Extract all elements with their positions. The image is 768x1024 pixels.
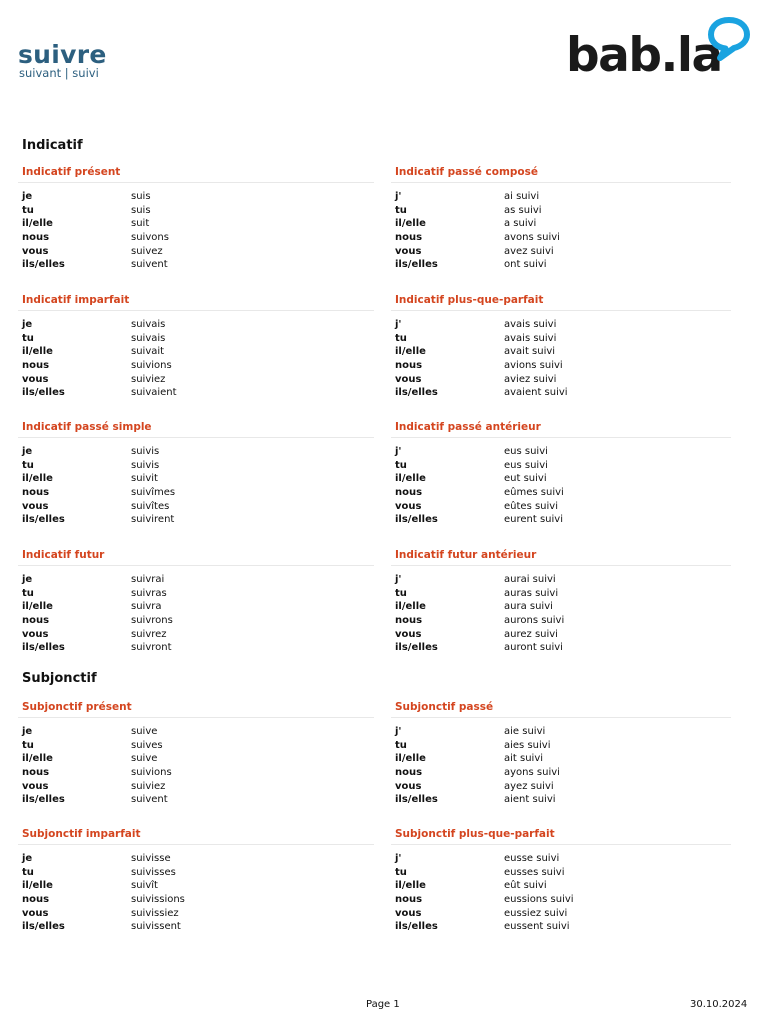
pronoun: j'	[395, 446, 402, 457]
tense-title: Subjonctif imparfait	[18, 827, 374, 845]
verb-form: ayez suivi	[504, 780, 554, 792]
conjugation-row	[395, 217, 731, 231]
pronoun: ils/elles	[22, 514, 65, 526]
pronoun: j'	[395, 853, 402, 864]
pronoun: vous	[22, 500, 49, 512]
conjugation-row	[22, 472, 374, 486]
pronoun: je	[22, 319, 33, 330]
conjugation-row	[22, 513, 374, 527]
pronoun: ils/elles	[395, 921, 438, 933]
conjugation-row	[22, 486, 374, 500]
pronoun: nous	[22, 894, 50, 906]
conjugation-row	[22, 318, 374, 332]
verb-forms: suivant | suivi	[19, 66, 99, 80]
pronoun: vous	[395, 780, 422, 792]
verb-form: eurent suivi	[504, 514, 563, 526]
pronoun: vous	[22, 780, 49, 792]
conjugation-row	[22, 332, 374, 346]
verb-form: suivrons	[131, 615, 173, 627]
pronoun: nous	[395, 767, 423, 779]
conjugation-row	[395, 587, 731, 601]
pronoun: ils/elles	[22, 259, 65, 271]
verb-form: suivissions	[131, 894, 185, 906]
pronoun: il/elle	[22, 601, 53, 613]
pronoun: il/elle	[395, 218, 426, 230]
conjugation-row	[22, 739, 374, 753]
verb-form: ont suivi	[504, 259, 547, 271]
verb-form: suivîtes	[131, 500, 170, 512]
tense-block	[22, 827, 374, 934]
pronoun: ils/elles	[22, 387, 65, 399]
verb-form: aviez suivi	[504, 373, 557, 385]
pronoun: ils/elles	[22, 921, 65, 933]
pronoun: tu	[395, 587, 407, 599]
conjugation-row	[395, 739, 731, 753]
conjugation-row	[22, 866, 374, 880]
verb-form: aie suivi	[504, 726, 546, 737]
conjugation-row	[22, 459, 374, 473]
pronoun: nous	[22, 615, 50, 627]
verb-form: eusses suivi	[504, 866, 565, 878]
conjugation-row	[395, 332, 731, 346]
verb-form: suivissiez	[131, 907, 179, 919]
verb-form: ai suivi	[504, 191, 540, 202]
conjugation-row	[395, 190, 731, 204]
verb-form: suiviez	[131, 780, 166, 792]
verb-form: eussions suivi	[504, 894, 574, 906]
pronoun: il/elle	[395, 601, 426, 613]
pronoun: tu	[22, 332, 34, 344]
verb-title: suivre	[18, 40, 107, 69]
verb-form: eus suivi	[504, 446, 548, 457]
verb-form: suives	[131, 739, 163, 751]
pronoun: je	[22, 853, 33, 864]
verb-form: suivis	[131, 459, 160, 471]
conjugation-row	[395, 472, 731, 486]
pronoun: tu	[22, 459, 34, 471]
verb-form: suive	[131, 753, 158, 765]
verb-form: ait suivi	[504, 753, 544, 765]
conjugation-row	[395, 345, 731, 359]
verb-form: suis	[131, 204, 151, 216]
verb-form: suivra	[131, 601, 162, 613]
conjugation-row	[395, 614, 731, 628]
pronoun: ils/elles	[395, 387, 438, 399]
verb-form: suive	[131, 726, 158, 737]
pronoun: vous	[22, 628, 49, 640]
pronoun: il/elle	[395, 346, 426, 358]
pronoun: tu	[22, 739, 34, 751]
conjugation-row	[395, 641, 731, 655]
conjugation-row	[22, 907, 374, 921]
conjugation-row	[22, 600, 374, 614]
conjugation-row	[395, 386, 731, 400]
tense-block	[395, 827, 731, 934]
pronoun: il/elle	[22, 218, 53, 230]
conjugation-row	[395, 513, 731, 527]
conjugation-row	[395, 920, 731, 934]
conjugation-row	[395, 866, 731, 880]
verb-form: suivront	[131, 642, 172, 654]
tense-block	[395, 293, 731, 400]
conjugation-row	[22, 852, 374, 866]
conjugation-row	[22, 245, 374, 259]
verb-form: a suivi	[504, 218, 537, 230]
logo-text: bab.la	[566, 28, 722, 83]
pronoun: il/elle	[395, 880, 426, 892]
tense-title: Subjonctif passé	[391, 700, 731, 718]
pronoun: j'	[395, 191, 402, 202]
tense-block	[22, 548, 374, 655]
conjugation-row	[22, 445, 374, 459]
verb-form: suivissent	[131, 921, 181, 933]
section-indicatif: Indicatif	[22, 138, 83, 153]
conjugation-row	[22, 893, 374, 907]
conjugation-row	[395, 486, 731, 500]
verb-form: eut suivi	[504, 473, 547, 485]
conjugation-row	[22, 258, 374, 272]
pronoun: vous	[395, 373, 422, 385]
verb-form: eût suivi	[504, 880, 547, 892]
verb-form: suivisses	[131, 866, 176, 878]
verb-form: aurez suivi	[504, 628, 558, 640]
verb-form: suivais	[131, 319, 166, 330]
page-number: Page 1	[366, 999, 400, 1010]
conjugation-row	[395, 893, 731, 907]
tense-title: Indicatif passé antérieur	[391, 420, 731, 438]
pronoun: nous	[22, 232, 50, 244]
verb-form: eussent suivi	[504, 921, 570, 933]
conjugation-row	[22, 345, 374, 359]
conjugation-row	[22, 573, 374, 587]
pronoun: nous	[22, 767, 50, 779]
tense-title: Indicatif plus-que-parfait	[391, 293, 731, 311]
conjugation-row	[395, 204, 731, 218]
conjugation-row	[22, 641, 374, 655]
pronoun: tu	[395, 332, 407, 344]
verb-form: suivions	[131, 360, 172, 372]
pronoun: il/elle	[22, 880, 53, 892]
verb-form: eusse suivi	[504, 853, 560, 864]
conjugation-row	[395, 318, 731, 332]
verb-form: suivait	[131, 346, 165, 358]
conjugation-row	[395, 628, 731, 642]
verb-form: eûmes suivi	[504, 487, 564, 499]
pronoun: vous	[22, 907, 49, 919]
conjugation-row	[22, 359, 374, 373]
pronoun: tu	[22, 866, 34, 878]
tense-title: Indicatif présent	[18, 165, 374, 183]
verb-form: suis	[131, 191, 151, 202]
conjugation-row	[395, 245, 731, 259]
conjugation-row	[22, 614, 374, 628]
conjugation-row	[395, 852, 731, 866]
verb-form: eussiez suivi	[504, 907, 568, 919]
conjugation-row	[395, 600, 731, 614]
pronoun: vous	[395, 907, 422, 919]
pronoun: tu	[22, 587, 34, 599]
pronoun: tu	[395, 459, 407, 471]
pronoun: nous	[22, 360, 50, 372]
conjugation-row	[395, 459, 731, 473]
tense-block	[22, 293, 374, 400]
pronoun: tu	[22, 204, 34, 216]
pronoun: nous	[395, 615, 423, 627]
pronoun: vous	[22, 373, 49, 385]
verb-form: avais suivi	[504, 332, 557, 344]
verb-form: suivis	[131, 446, 160, 457]
pronoun: ils/elles	[395, 642, 438, 654]
pronoun: j'	[395, 319, 402, 330]
verb-form: suivîmes	[131, 487, 176, 499]
verb-form: suivit	[131, 473, 158, 485]
pronoun: vous	[395, 628, 422, 640]
conjugation-row	[22, 217, 374, 231]
tense-title: Indicatif passé simple	[18, 420, 374, 438]
pronoun: tu	[395, 204, 407, 216]
conjugation-row	[22, 766, 374, 780]
conjugation-row	[395, 907, 731, 921]
verb-form: eûtes suivi	[504, 500, 558, 512]
verb-form: suivent	[131, 259, 168, 271]
tense-title: Subjonctif plus-que-parfait	[391, 827, 731, 845]
conjugation-row	[395, 445, 731, 459]
babla-logo	[566, 16, 756, 82]
conjugation-row	[22, 879, 374, 893]
verb-form: suit	[131, 218, 150, 230]
conjugation-row	[395, 373, 731, 387]
conjugation-row	[22, 920, 374, 934]
pronoun: nous	[395, 360, 423, 372]
conjugation-row	[395, 573, 731, 587]
verb-form: avez suivi	[504, 245, 554, 257]
tense-title: Indicatif futur	[18, 548, 374, 566]
pronoun: ils/elles	[22, 794, 65, 806]
conjugation-row	[395, 359, 731, 373]
conjugation-row	[22, 725, 374, 739]
tense-block	[395, 548, 731, 655]
pronoun: tu	[395, 866, 407, 878]
verb-form: avais suivi	[504, 319, 557, 330]
verb-form: aurons suivi	[504, 615, 565, 627]
print-date: 30.10.2024	[690, 999, 748, 1010]
verb-form: avons suivi	[504, 232, 560, 244]
conjugation-row	[395, 231, 731, 245]
pronoun: il/elle	[22, 753, 53, 765]
conjugation-row	[395, 752, 731, 766]
conjugation-row	[22, 204, 374, 218]
conjugation-row	[395, 258, 731, 272]
pronoun: nous	[395, 894, 423, 906]
verb-form: suivisse	[131, 853, 171, 864]
pronoun: je	[22, 446, 33, 457]
verb-form: suivions	[131, 767, 172, 779]
verb-form: suivrai	[131, 574, 165, 585]
verb-form: suivirent	[131, 514, 175, 526]
verb-form: aies suivi	[504, 739, 551, 751]
pronoun: tu	[395, 739, 407, 751]
verb-form: suivrez	[131, 628, 167, 640]
conjugation-row	[22, 386, 374, 400]
verb-form: as suivi	[504, 204, 542, 216]
verb-form: suiviez	[131, 373, 166, 385]
pronoun: j'	[395, 726, 402, 737]
pronoun: ils/elles	[395, 259, 438, 271]
verb-form: ayons suivi	[504, 767, 560, 779]
verb-form: suivent	[131, 794, 168, 806]
verb-form: suivras	[131, 587, 167, 599]
tense-title: Indicatif imparfait	[18, 293, 374, 311]
tense-block	[395, 700, 731, 807]
pronoun: ils/elles	[395, 514, 438, 526]
conjugation-row	[22, 793, 374, 807]
pronoun: vous	[22, 245, 49, 257]
conjugation-row	[22, 190, 374, 204]
verb-form: suivaient	[131, 387, 177, 399]
verb-form: avait suivi	[504, 346, 556, 358]
pronoun: nous	[22, 487, 50, 499]
pronoun: je	[22, 726, 33, 737]
verb-form: avaient suivi	[504, 387, 568, 399]
conjugation-row	[395, 500, 731, 514]
pronoun: nous	[395, 232, 423, 244]
pronoun: il/elle	[395, 753, 426, 765]
tense-block	[22, 165, 374, 272]
pronoun: vous	[395, 500, 422, 512]
verb-form: suivez	[131, 245, 163, 257]
pronoun: il/elle	[22, 346, 53, 358]
conjugation-row	[22, 500, 374, 514]
tense-block	[395, 165, 731, 272]
tense-title: Indicatif futur antérieur	[391, 548, 731, 566]
tense-title: Subjonctif présent	[18, 700, 374, 718]
conjugation-row	[22, 780, 374, 794]
pronoun: il/elle	[22, 473, 53, 485]
conjugation-row	[22, 752, 374, 766]
conjugation-row	[395, 879, 731, 893]
pronoun: je	[22, 191, 33, 202]
conjugation-row	[395, 725, 731, 739]
pronoun: j'	[395, 574, 402, 585]
tense-block	[22, 420, 374, 527]
verb-form: suivît	[131, 880, 158, 892]
section-subjonctif: Subjonctif	[22, 671, 97, 686]
conjugation-row	[22, 587, 374, 601]
verb-form: aurai suivi	[504, 574, 556, 585]
verb-form: auront suivi	[504, 642, 563, 654]
tense-block	[22, 700, 374, 807]
conjugation-row	[22, 231, 374, 245]
conjugation-row	[395, 780, 731, 794]
verb-form: suivais	[131, 332, 166, 344]
pronoun: vous	[395, 245, 422, 257]
pronoun: ils/elles	[22, 642, 65, 654]
verb-form: eus suivi	[504, 459, 548, 471]
verb-form: suivons	[131, 232, 169, 244]
verb-form: aient suivi	[504, 794, 556, 806]
pronoun: nous	[395, 487, 423, 499]
conjugation-row	[22, 373, 374, 387]
verb-form: auras suivi	[504, 587, 559, 599]
tense-title: Indicatif passé composé	[391, 165, 731, 183]
verb-form: aura suivi	[504, 601, 553, 613]
conjugation-row	[395, 766, 731, 780]
speech-bubble-icon	[706, 16, 752, 62]
conjugation-row	[22, 628, 374, 642]
tense-block	[395, 420, 731, 527]
verb-form: avions suivi	[504, 360, 563, 372]
pronoun: je	[22, 574, 33, 585]
conjugation-row	[395, 793, 731, 807]
pronoun: ils/elles	[395, 794, 438, 806]
pronoun: il/elle	[395, 473, 426, 485]
